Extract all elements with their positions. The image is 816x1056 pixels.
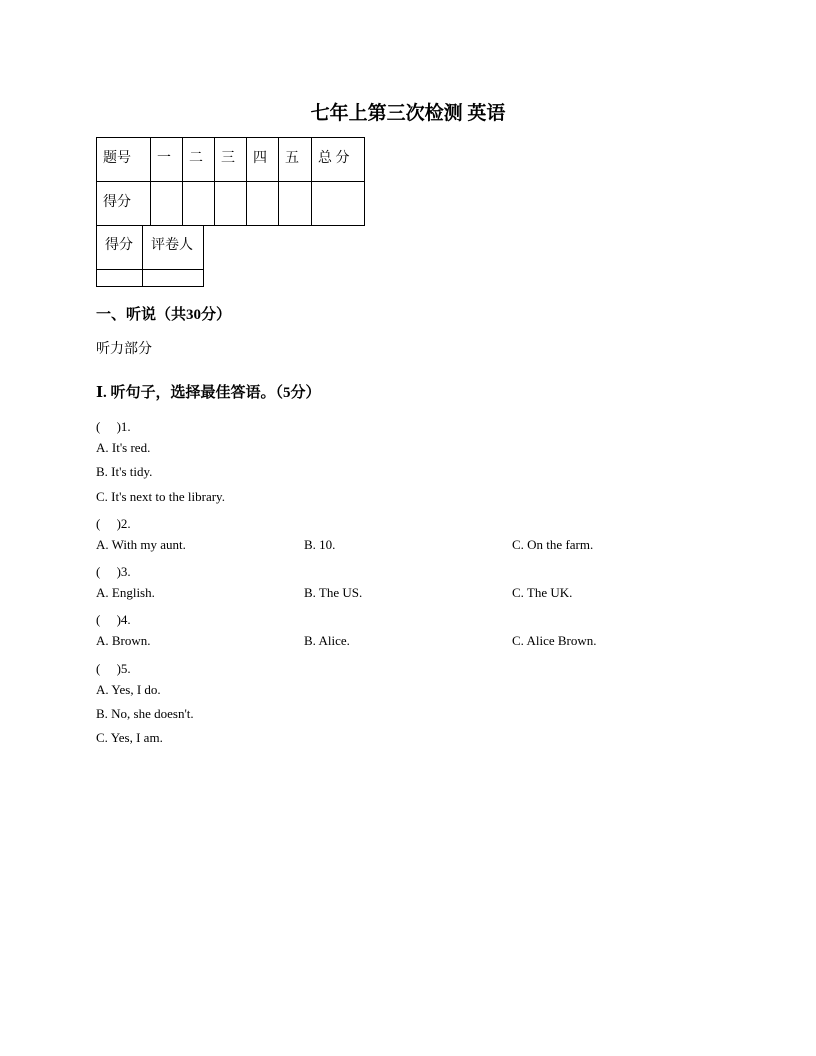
score-row-label: 得分	[97, 182, 151, 226]
grader-name-cell[interactable]	[143, 270, 204, 287]
score-table-header-cell: 题号	[97, 138, 151, 182]
question-option: B. It's tidy.	[96, 464, 153, 479]
score-table-header-cell: 二	[183, 138, 215, 182]
score-cell[interactable]	[183, 182, 215, 226]
question-option: B. The US.	[304, 585, 363, 600]
part-heading: Ⅰ. 听句子，选择最佳答语。（5分）	[96, 385, 321, 401]
score-cell[interactable]	[247, 182, 279, 226]
question-option: B. 10.	[304, 537, 336, 552]
question-option: A. English.	[96, 585, 155, 600]
score-table-header-row	[97, 138, 365, 182]
score-cell[interactable]	[312, 182, 365, 226]
score-cell[interactable]	[279, 182, 312, 226]
score-cell[interactable]	[215, 182, 247, 226]
question-option: C. It's next to the library.	[96, 489, 225, 504]
grader-name-label: 评卷人	[143, 226, 204, 270]
score-table-header-cell: 总 分	[312, 138, 365, 182]
question-option: A. Yes, I do.	[96, 682, 161, 697]
question-option: C. Yes, I am.	[96, 730, 163, 745]
question-number: ( )3.	[96, 564, 131, 579]
question-number: ( )2.	[96, 516, 131, 531]
question-option: A. Brown.	[96, 633, 151, 648]
listening-label: 听力部分	[96, 342, 152, 357]
question-option: B. Alice.	[304, 633, 350, 648]
score-table-header-cell: 五	[279, 138, 312, 182]
score-table-score-row	[97, 182, 365, 226]
score-table-header-cell: 一	[151, 138, 183, 182]
question-option: B. No, she doesn't.	[96, 706, 194, 721]
question-option: A. With my aunt.	[96, 537, 186, 552]
grader-score-cell[interactable]	[97, 270, 143, 287]
question-option: C. The UK.	[512, 585, 573, 600]
section-heading: 一、听说（共30分）	[96, 307, 232, 323]
question-option: C. On the farm.	[512, 537, 594, 552]
grader-table-header-row	[97, 226, 204, 270]
score-table-header-cell: 三	[215, 138, 247, 182]
score-table-header-cell: 四	[247, 138, 279, 182]
question-number: ( )1.	[96, 419, 131, 434]
grader-table	[96, 225, 204, 287]
question-number: ( )4.	[96, 612, 131, 627]
grader-score-label: 得分	[97, 226, 143, 270]
question-option: A. It's red.	[96, 440, 151, 455]
grader-table-blank-row	[97, 270, 204, 287]
question-number: ( )5.	[96, 661, 131, 676]
document-title: 七年上第三次检测 英语	[310, 103, 506, 124]
score-cell[interactable]	[151, 182, 183, 226]
score-table	[96, 137, 365, 226]
question-option: C. Alice Brown.	[512, 633, 597, 648]
